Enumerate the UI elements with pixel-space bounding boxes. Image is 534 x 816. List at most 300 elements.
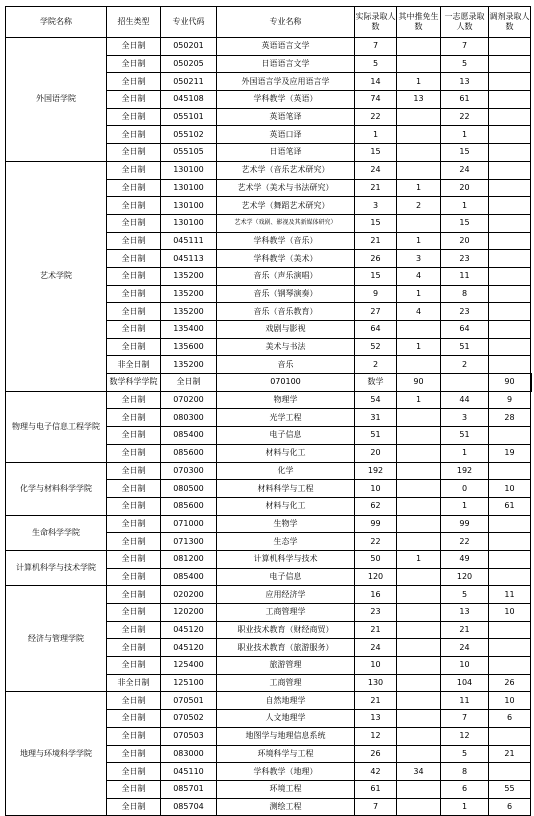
cell-adjust: 61	[489, 497, 531, 515]
table-row	[6, 38, 532, 56]
cell-code: 045108	[161, 91, 217, 109]
cell-actual: 22	[355, 108, 397, 126]
cell-type: 全日制	[107, 73, 161, 91]
cell-adjust	[489, 515, 531, 533]
cell-exempt	[397, 126, 441, 144]
cell-exempt	[397, 586, 441, 604]
cell-code: 070100	[217, 374, 355, 392]
cell-first: 11	[441, 692, 489, 710]
admission-table	[5, 6, 532, 816]
cell-first: 21	[441, 621, 489, 639]
cell-first: 13	[441, 73, 489, 91]
cell-actual: 90	[397, 374, 441, 392]
cell-major: 职业技术教育（旅游服务）	[217, 639, 355, 657]
cell-code: 085600	[161, 497, 217, 515]
cell-major: 材料科学与工程	[217, 480, 355, 498]
cell-exempt	[397, 692, 441, 710]
cell-adjust	[489, 763, 531, 781]
cell-adjust	[489, 161, 531, 179]
cell-first: 12	[441, 727, 489, 745]
cell-actual: 31	[355, 409, 397, 427]
cell-major: 戏剧与影视	[217, 321, 355, 339]
cell-exempt	[397, 444, 441, 462]
cell-exempt: 1	[397, 179, 441, 197]
cell-type: 全日制	[107, 497, 161, 515]
cell-major: 英语笔译	[217, 108, 355, 126]
cell-type: 全日制	[107, 232, 161, 250]
cell-exempt	[397, 144, 441, 162]
cell-first: 11	[441, 267, 489, 285]
cell-actual: 26	[355, 745, 397, 763]
college-name: 外国语学院	[6, 38, 107, 162]
cell-actual: 27	[355, 303, 397, 321]
cell-exempt	[397, 38, 441, 56]
cell-first: 1	[441, 444, 489, 462]
cell-first: 5	[441, 745, 489, 763]
cell-major: 光学工程	[217, 409, 355, 427]
cell-type: 全日制	[107, 780, 161, 798]
cell-first: 15	[441, 144, 489, 162]
cell-actual: 26	[355, 250, 397, 268]
cell-actual: 7	[355, 38, 397, 56]
cell-code: 050201	[161, 38, 217, 56]
cell-actual: 24	[355, 161, 397, 179]
cell-adjust	[489, 550, 531, 568]
college-name: 经济与管理学院	[6, 586, 107, 692]
cell-adjust	[489, 727, 531, 745]
cell-actual: 15	[355, 214, 397, 232]
college-name: 计算机科学与技术学院	[6, 550, 107, 585]
college-name: 化学与材料科学学院	[6, 462, 107, 515]
cell-code: 070503	[161, 727, 217, 745]
cell-actual: 23	[355, 604, 397, 622]
cell-type: 全日制	[107, 550, 161, 568]
cell-actual: 7	[355, 798, 397, 816]
cell-major: 应用经济学	[217, 586, 355, 604]
cell-actual: 24	[355, 639, 397, 657]
header-row	[6, 7, 532, 38]
cell-type: 全日制	[107, 161, 161, 179]
cell-exempt	[397, 533, 441, 551]
cell-exempt: 1	[397, 285, 441, 303]
college-name: 艺术学院	[6, 161, 107, 391]
cell-code: 070200	[161, 391, 217, 409]
header-first: 一志愿录取人数	[441, 7, 489, 38]
cell-major: 测绘工程	[217, 798, 355, 816]
cell-type: 全日制	[107, 197, 161, 215]
cell-code: 050211	[161, 73, 217, 91]
cell-actual: 10	[355, 657, 397, 675]
cell-actual: 10	[355, 480, 397, 498]
cell-adjust	[489, 267, 531, 285]
cell-actual: 130	[355, 674, 397, 692]
cell-first: 51	[441, 427, 489, 445]
cell-major: 工商管理	[217, 674, 355, 692]
cell-major: 英语口译	[217, 126, 355, 144]
cell-adjust	[489, 657, 531, 675]
cell-first: 1	[441, 497, 489, 515]
cell-major: 生物学	[217, 515, 355, 533]
cell-actual: 42	[355, 763, 397, 781]
cell-first: 51	[441, 338, 489, 356]
cell-actual: 74	[355, 91, 397, 109]
cell-adjust	[489, 179, 531, 197]
cell-code: 045113	[161, 250, 217, 268]
cell-type: 全日制	[107, 692, 161, 710]
cell-major: 日语笔译	[217, 144, 355, 162]
cell-exempt: 3	[397, 250, 441, 268]
cell-type: 全日制	[107, 409, 161, 427]
cell-adjust	[489, 356, 531, 374]
cell-type: 全日制	[107, 38, 161, 56]
cell-exempt	[397, 604, 441, 622]
college-name: 生命科学学院	[6, 515, 107, 550]
cell-major: 学科教学（英语）	[217, 91, 355, 109]
cell-major: 艺术学（美术与书法研究）	[217, 179, 355, 197]
cell-adjust	[489, 639, 531, 657]
cell-exempt	[397, 621, 441, 639]
cell-first: 3	[441, 409, 489, 427]
cell-first: 44	[441, 391, 489, 409]
cell-major: 英语语言文学	[217, 38, 355, 56]
cell-type: 全日制	[107, 144, 161, 162]
cell-type: 全日制	[161, 374, 217, 392]
cell-adjust	[489, 73, 531, 91]
cell-code: 135200	[161, 267, 217, 285]
cell-exempt: 4	[397, 267, 441, 285]
cell-type: 全日制	[107, 568, 161, 586]
cell-major: 外国语言学及应用语言学	[217, 73, 355, 91]
cell-code: 135200	[161, 285, 217, 303]
cell-exempt	[397, 639, 441, 657]
cell-actual: 51	[355, 427, 397, 445]
cell-actual: 1	[355, 126, 397, 144]
cell-actual: 21	[355, 179, 397, 197]
cell-type: 全日制	[107, 214, 161, 232]
cell-major: 日语语言文学	[217, 55, 355, 73]
cell-type: 全日制	[107, 480, 161, 498]
cell-adjust	[489, 232, 531, 250]
cell-exempt	[397, 214, 441, 232]
cell-type: 全日制	[107, 763, 161, 781]
cell-exempt: 34	[397, 763, 441, 781]
cell-actual: 5	[355, 55, 397, 73]
cell-adjust	[489, 533, 531, 551]
cell-adjust	[489, 214, 531, 232]
cell-exempt	[397, 798, 441, 816]
cell-exempt: 4	[397, 303, 441, 321]
header-type: 招生类型	[107, 7, 161, 38]
cell-actual: 192	[355, 462, 397, 480]
cell-adjust	[489, 303, 531, 321]
cell-type: 全日制	[107, 285, 161, 303]
cell-major: 材料与化工	[217, 497, 355, 515]
college-name: 物理与电子信息工程学院	[6, 391, 107, 462]
header-exempt: 其中推免生数	[397, 7, 441, 38]
cell-exempt	[397, 427, 441, 445]
cell-code: 135400	[161, 321, 217, 339]
cell-type: 全日制	[107, 321, 161, 339]
cell-adjust	[489, 462, 531, 480]
cell-adjust	[531, 374, 532, 392]
cell-code: 080300	[161, 409, 217, 427]
cell-first: 64	[441, 321, 489, 339]
cell-exempt	[397, 745, 441, 763]
cell-exempt	[397, 657, 441, 675]
cell-first: 192	[441, 462, 489, 480]
cell-code: 083000	[161, 745, 217, 763]
cell-type: 全日制	[107, 444, 161, 462]
cell-exempt: 1	[397, 391, 441, 409]
cell-adjust: 6	[489, 710, 531, 728]
cell-code: 130100	[161, 197, 217, 215]
cell-code: 085600	[161, 444, 217, 462]
cell-major: 学科教学（音乐）	[217, 232, 355, 250]
cell-first: 1	[441, 126, 489, 144]
cell-first: 49	[441, 550, 489, 568]
cell-major: 电子信息	[217, 427, 355, 445]
cell-adjust	[489, 621, 531, 639]
cell-major: 化学	[217, 462, 355, 480]
cell-major: 物理学	[217, 391, 355, 409]
cell-adjust: 6	[489, 798, 531, 816]
cell-exempt	[397, 356, 441, 374]
cell-adjust	[489, 126, 531, 144]
cell-first: 23	[441, 250, 489, 268]
header-code: 专业代码	[161, 7, 217, 38]
cell-code: 085704	[161, 798, 217, 816]
cell-exempt	[397, 710, 441, 728]
cell-adjust: 9	[489, 391, 531, 409]
cell-first: 1	[441, 197, 489, 215]
table-row	[6, 462, 532, 480]
cell-actual: 2	[355, 356, 397, 374]
table-row	[6, 586, 532, 604]
cell-actual: 14	[355, 73, 397, 91]
cell-code: 071000	[161, 515, 217, 533]
cell-exempt	[397, 497, 441, 515]
cell-actual: 15	[355, 267, 397, 285]
cell-major: 艺术学（舞蹈艺术研究）	[217, 197, 355, 215]
cell-exempt	[397, 55, 441, 73]
header-major: 专业名称	[217, 7, 355, 38]
cell-exempt	[397, 674, 441, 692]
cell-type: 全日制	[107, 710, 161, 728]
cell-first: 6	[441, 780, 489, 798]
cell-adjust: 10	[489, 480, 531, 498]
cell-major: 美术与书法	[217, 338, 355, 356]
cell-type: 全日制	[107, 267, 161, 285]
cell-type: 全日制	[107, 621, 161, 639]
cell-exempt	[397, 409, 441, 427]
cell-exempt: 1	[397, 550, 441, 568]
cell-code: 045111	[161, 232, 217, 250]
cell-type: 全日制	[107, 798, 161, 816]
cell-major: 人文地理学	[217, 710, 355, 728]
cell-type: 全日制	[107, 427, 161, 445]
cell-adjust	[489, 144, 531, 162]
cell-exempt	[397, 480, 441, 498]
cell-first: 90	[489, 374, 531, 392]
cell-major: 音乐（音乐教育）	[217, 303, 355, 321]
cell-first: 5	[441, 586, 489, 604]
cell-actual: 20	[355, 444, 397, 462]
cell-adjust	[489, 250, 531, 268]
cell-adjust: 10	[489, 692, 531, 710]
cell-adjust	[489, 55, 531, 73]
cell-adjust	[489, 427, 531, 445]
cell-adjust	[489, 338, 531, 356]
cell-code: 055101	[161, 108, 217, 126]
cell-major: 生态学	[217, 533, 355, 551]
cell-type: 全日制	[107, 126, 161, 144]
cell-code: 085701	[161, 780, 217, 798]
cell-actual: 99	[355, 515, 397, 533]
cell-major: 音乐（钢琴演奏）	[217, 285, 355, 303]
cell-first: 8	[441, 763, 489, 781]
cell-code: 130100	[161, 161, 217, 179]
cell-first: 13	[441, 604, 489, 622]
cell-type: 全日制	[107, 515, 161, 533]
cell-adjust: 55	[489, 780, 531, 798]
header-college: 学院名称	[6, 7, 107, 38]
cell-adjust: 19	[489, 444, 531, 462]
cell-exempt: 13	[397, 91, 441, 109]
cell-actual: 21	[355, 621, 397, 639]
cell-code: 125400	[161, 657, 217, 675]
cell-actual: 52	[355, 338, 397, 356]
cell-first: 8	[441, 285, 489, 303]
cell-actual: 120	[355, 568, 397, 586]
cell-type: 全日制	[107, 462, 161, 480]
cell-code: 055102	[161, 126, 217, 144]
cell-code: 085400	[161, 427, 217, 445]
cell-actual: 16	[355, 586, 397, 604]
cell-type: 全日制	[107, 604, 161, 622]
cell-major: 电子信息	[217, 568, 355, 586]
cell-major: 工商管理学	[217, 604, 355, 622]
cell-first: 20	[441, 179, 489, 197]
table-body	[6, 38, 532, 816]
cell-actual: 61	[355, 780, 397, 798]
cell-type: 全日制	[107, 303, 161, 321]
cell-type: 非全日制	[107, 674, 161, 692]
cell-exempt	[397, 515, 441, 533]
cell-actual: 12	[355, 727, 397, 745]
cell-type: 全日制	[107, 657, 161, 675]
cell-code: 081200	[161, 550, 217, 568]
cell-code: 045110	[161, 763, 217, 781]
cell-exempt	[397, 161, 441, 179]
cell-code: 045120	[161, 639, 217, 657]
cell-adjust	[489, 108, 531, 126]
cell-major: 旅游管理	[217, 657, 355, 675]
cell-first: 10	[441, 657, 489, 675]
cell-code: 070300	[161, 462, 217, 480]
cell-code: 080500	[161, 480, 217, 498]
college-name: 地理与环境科学学院	[6, 692, 107, 816]
cell-major: 材料与化工	[217, 444, 355, 462]
cell-major: 艺术学（音乐艺术研究）	[217, 161, 355, 179]
cell-adjust: 10	[489, 604, 531, 622]
cell-actual: 62	[355, 497, 397, 515]
header-adjust: 调剂录取人数	[489, 7, 531, 38]
header-actual: 实际录取人数	[355, 7, 397, 38]
cell-type: 全日制	[107, 745, 161, 763]
cell-first: 20	[441, 232, 489, 250]
cell-exempt	[397, 462, 441, 480]
cell-actual: 22	[355, 533, 397, 551]
cell-major: 计算机科学与技术	[217, 550, 355, 568]
cell-type: 全日制	[107, 108, 161, 126]
cell-first: 22	[441, 108, 489, 126]
cell-major: 自然地理学	[217, 692, 355, 710]
cell-adjust	[489, 321, 531, 339]
cell-major: 学科教学（美术）	[217, 250, 355, 268]
cell-code: 055105	[161, 144, 217, 162]
cell-type: 全日制	[107, 391, 161, 409]
cell-type: 全日制	[107, 338, 161, 356]
cell-code: 135200	[161, 356, 217, 374]
cell-adjust: 21	[489, 745, 531, 763]
cell-code: 130100	[161, 179, 217, 197]
cell-type: 全日制	[107, 179, 161, 197]
table-row	[6, 692, 532, 710]
cell-code: 050205	[161, 55, 217, 73]
cell-major: 音乐（声乐演唱）	[217, 267, 355, 285]
cell-major: 艺术学（戏剧、影视及其新媒体研究）	[217, 214, 355, 232]
cell-exempt	[397, 727, 441, 745]
table-row	[6, 391, 532, 409]
cell-type: 全日制	[107, 55, 161, 73]
cell-actual: 21	[355, 232, 397, 250]
cell-exempt	[397, 568, 441, 586]
cell-major: 环境工程	[217, 780, 355, 798]
cell-code: 070501	[161, 692, 217, 710]
cell-first: 22	[441, 533, 489, 551]
cell-actual: 50	[355, 550, 397, 568]
cell-adjust	[489, 285, 531, 303]
cell-actual: 13	[355, 710, 397, 728]
cell-code: 120200	[161, 604, 217, 622]
cell-major: 职业技术教育（财经商贸）	[217, 621, 355, 639]
cell-actual: 64	[355, 321, 397, 339]
cell-adjust: 26	[489, 674, 531, 692]
cell-code: 020200	[161, 586, 217, 604]
cell-actual: 15	[355, 144, 397, 162]
cell-type: 全日制	[107, 586, 161, 604]
cell-type: 全日制	[107, 727, 161, 745]
cell-actual: 21	[355, 692, 397, 710]
cell-code: 070502	[161, 710, 217, 728]
cell-code: 045120	[161, 621, 217, 639]
cell-adjust: 28	[489, 409, 531, 427]
cell-major: 音乐	[217, 356, 355, 374]
cell-major: 学科教学（地理）	[217, 763, 355, 781]
table-row	[6, 161, 532, 179]
cell-exempt: 1	[397, 338, 441, 356]
cell-first: 120	[441, 568, 489, 586]
cell-code: 071300	[161, 533, 217, 551]
cell-exempt: 1	[397, 73, 441, 91]
cell-major: 地图学与地理信息系统	[217, 727, 355, 745]
cell-code: 130100	[161, 214, 217, 232]
cell-first: 5	[441, 55, 489, 73]
cell-adjust	[489, 38, 531, 56]
cell-code: 135200	[161, 303, 217, 321]
cell-first: 0	[441, 480, 489, 498]
cell-type: 全日制	[107, 250, 161, 268]
